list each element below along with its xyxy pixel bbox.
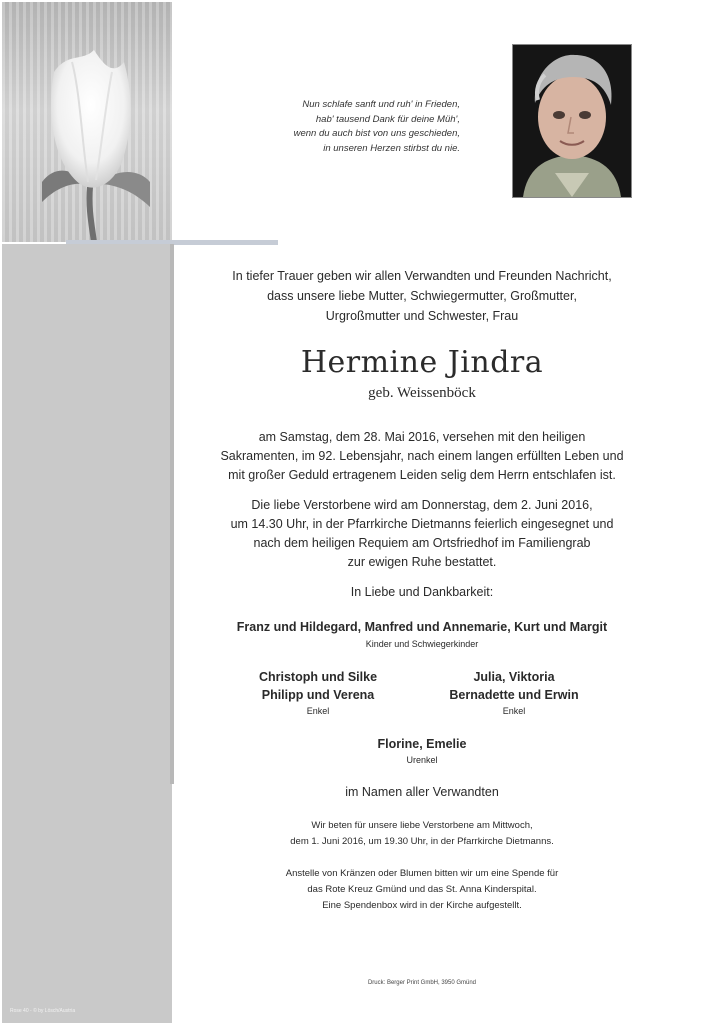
paragraph-line: nach dem heiligen Requiem am Ortsfriedhof im Familiengrab [253, 536, 591, 550]
grandchildren-line: Philipp und Verena [261, 688, 375, 702]
children-names: Franz und Hildegard, Manfred und Annemarie, Kurt und Margit [236, 620, 608, 634]
great-grandchildren-names: Florine, Emelie [377, 737, 467, 751]
relatives-line: im Namen aller Verwandten [345, 785, 499, 799]
grey-side-strip [2, 244, 172, 1023]
announcement-intro [172, 266, 672, 326]
funeral-paragraph [172, 496, 672, 572]
paragraph-line: zur ewigen Ruhe bestattet. [347, 555, 497, 569]
great-grandchildren-relation: Urenkel [406, 755, 438, 765]
grandchildren-right [404, 668, 624, 718]
intro-line: In tiefer Trauer geben wir allen Verwandten und Freunden Nachricht, [232, 269, 612, 283]
intro-line: Urgroßmutter und Schwester, Frau [325, 309, 519, 323]
grandchildren-line: Bernadette und Erwin [449, 688, 579, 702]
maiden-name: geb. Weissenböck [368, 385, 476, 401]
grandchildren-relation: Enkel [502, 706, 526, 716]
paragraph-line: Die liebe Verstorbene wird am Donnerstag, dem 2. Juni 2016, [251, 498, 593, 512]
great-grandchildren [172, 735, 672, 767]
grandchildren-line: Julia, Viktoria [473, 670, 555, 684]
paragraph-line: am Samstag, dem 28. Mai 2016, versehen mit den heiligen [258, 430, 586, 444]
paragraph-line: mit großer Geduld ertragenem Leiden selig dem Herrn entschlafen ist. [228, 468, 616, 482]
intro-line: dass unsere liebe Mutter, Schwiegermutter, Großmutter, [267, 289, 577, 303]
death-notice-paragraph [172, 428, 672, 485]
image-credit: Rose 40 - © by Lösch/Austria [10, 1008, 76, 1014]
poem-line: wenn du auch bist von uns geschieden, [293, 128, 460, 139]
poem-line: hab' tausend Dank für deine Müh', [315, 113, 460, 125]
donation-notice [172, 866, 672, 914]
deceased-name: Hermine Jindra [300, 345, 544, 380]
poem-line: Nun schlafe sanft und ruh' in Frieden, [302, 99, 460, 110]
portrait-photo [512, 44, 632, 198]
prayer-line: Wir beten für unsere liebe Verstorbene am Mittwoch, [311, 820, 533, 831]
donation-line: Anstelle von Kränzen oder Blumen bitten wir um eine Spende für [285, 868, 559, 879]
gratitude-line: In Liebe und Dankbarkeit: [350, 585, 494, 599]
grandchildren-left [208, 668, 428, 718]
paragraph-line: um 14.30 Uhr, in der Pfarrkirche Dietmanns feierlich eingesegnet und [230, 517, 614, 531]
rose-image [2, 2, 172, 242]
prayer-notice [172, 818, 672, 850]
donation-line: Eine Spendenbox wird in der Kirche aufgestellt. [322, 900, 522, 911]
grandchildren-line: Christoph und Silke [258, 670, 378, 684]
printer-credit: Druck: Berger Print GmbH, 3950 Gmünd [367, 980, 477, 986]
poem [240, 98, 460, 156]
prayer-line: dem 1. Juni 2016, um 19.30 Uhr, in der Pfarrkirche Dietmanns. [290, 836, 554, 847]
children-relation: Kinder und Schwiegerkinder [365, 639, 479, 649]
poem-line: in unseren Herzen stirbst du nie. [323, 142, 460, 154]
donation-line: das Rote Kreuz Gmünd und das St. Anna Kinderspital. [307, 884, 537, 895]
paragraph-line: Sakramenten, im 92. Lebensjahr, nach einem langen erfüllten Leben und [220, 449, 624, 463]
grandchildren-relation: Enkel [306, 706, 330, 716]
